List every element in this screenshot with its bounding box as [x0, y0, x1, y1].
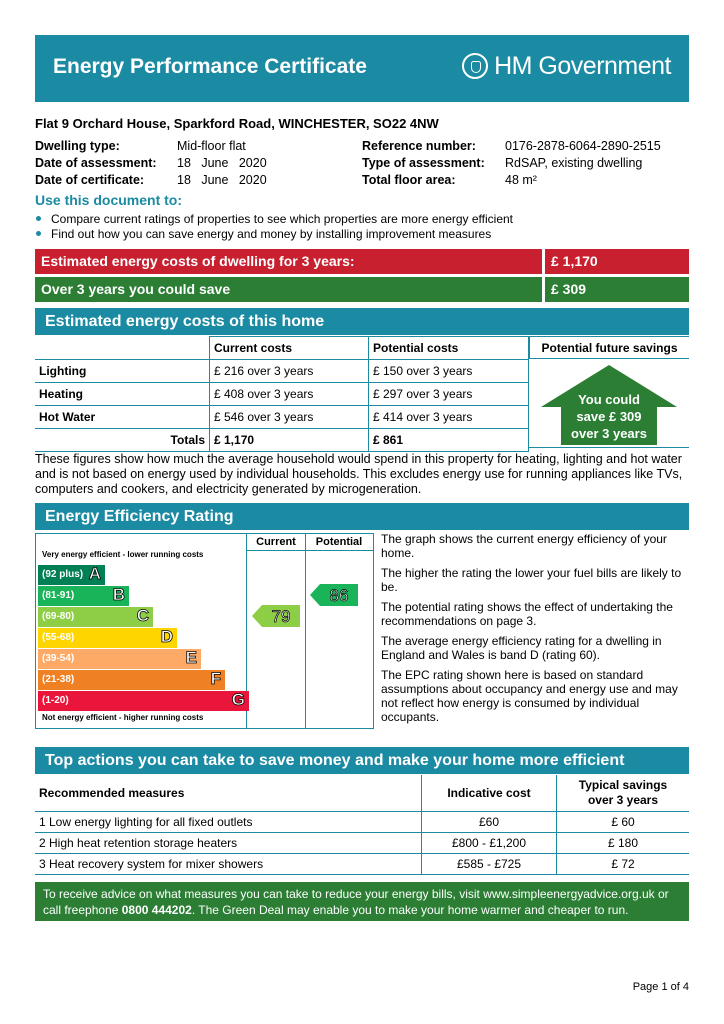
table-row: 2 High heat retention storage heaters £800 - £1,200 £ 180 — [35, 833, 689, 854]
rating-band-letter: B — [112, 585, 125, 604]
certificate-date-value: 18 June 2020 — [177, 172, 267, 187]
rating-band-b — [38, 586, 129, 606]
estimated-cost-bar: Estimated energy costs of dwelling for 3 years: — [35, 249, 542, 274]
table-row: 3 Heat recovery system for mixer showers £585 - £725 £ 72 — [35, 854, 689, 875]
costs-section-title: Estimated energy costs of this home — [35, 308, 689, 335]
rating-band-e — [38, 649, 201, 669]
current-column-header: Current — [246, 534, 306, 551]
use-document-list — [35, 212, 513, 242]
measures-header: Recommended measures — [35, 775, 422, 812]
rating-band-letter: G — [231, 690, 245, 709]
government-label: HM Government — [494, 52, 671, 80]
rating-band-letter: A — [88, 564, 101, 583]
rating-band-range: (1-20) — [42, 695, 69, 706]
savings-arrow-cell — [529, 359, 689, 448]
bottom-efficiency-label: Not energy efficient - higher running costs — [42, 713, 204, 722]
rating-band-letter: E — [185, 648, 197, 667]
rating-band-d — [38, 628, 177, 648]
list-item: Find out how you can save energy and money by installing improvement measures — [35, 227, 513, 242]
potential-saving-value: £ 309 — [545, 277, 689, 302]
bullet-icon — [36, 216, 41, 221]
savings-header: Typical savings over 3 years — [557, 775, 690, 812]
rating-band-range: (39-54) — [42, 653, 75, 664]
rating-band-letter: C — [136, 606, 149, 625]
advice-line-2: call freephone 0800 444202. The Green Deal may enable you to make your home warmer and cheaper to run. — [43, 903, 629, 917]
assessment-date-label: Date of assessment: — [35, 155, 157, 170]
table-row: 1 Low energy lighting for all fixed outlets £60 £ 60 — [35, 812, 689, 833]
use-document-title: Use this document to: — [35, 192, 183, 208]
actions-section-title: Top actions you can take to save money and make your home more efficient — [35, 747, 689, 774]
top-efficiency-label: Very energy efficient - lower running costs — [42, 550, 204, 559]
current-costs-header: Current costs — [210, 337, 369, 360]
list-item: Compare current ratings of properties to see which properties are more energy efficient — [35, 212, 513, 227]
potential-rating-marker-value: 86 — [329, 586, 349, 605]
future-savings-header: Potential future savings — [529, 336, 689, 359]
current-column — [246, 550, 306, 728]
rating-band-range: (92 plus) — [42, 569, 84, 580]
totals-row: Totals £ 1,170 £ 861 — [35, 429, 529, 452]
rating-section-title: Energy Efficiency Rating — [35, 503, 689, 530]
assessment-type-value: RdSAP, existing dwelling — [505, 155, 643, 170]
table-row: Hot Water £ 546 over 3 years £ 414 over 3 years — [35, 406, 529, 429]
table-row: Heating £ 408 over 3 years £ 297 over 3 years — [35, 383, 529, 406]
rating-band-c — [38, 607, 153, 627]
current-rating-marker — [252, 605, 300, 627]
table-row: Lighting £ 216 over 3 years £ 150 over 3 years — [35, 360, 529, 383]
rating-band-letter: D — [160, 627, 173, 646]
costs-table — [35, 336, 529, 452]
floor-area-label: Total floor area: — [362, 172, 456, 187]
page-number: Page 1 of 4 — [632, 981, 689, 993]
current-rating-marker-value: 79 — [271, 607, 291, 626]
dwelling-type-value: Mid-floor flat — [177, 138, 246, 153]
potential-costs-header: Potential costs — [369, 337, 529, 360]
assessment-type-label: Type of assessment: — [362, 155, 485, 170]
certificate-date-label: Date of certificate: — [35, 172, 145, 187]
royal-crest-icon — [462, 53, 488, 79]
details-right — [362, 137, 661, 188]
reference-label: Reference number: — [362, 138, 476, 153]
rating-band-a — [38, 565, 105, 585]
costs-note: These figures show how much the average household would spend in this property for heating, lighting and hot water and is not based on energy used by individual households. This excludes energy use for running appliances like TVs, computers and cookers, and electricity generated by microgeneration. — [35, 452, 683, 496]
potential-column-header: Potential — [305, 534, 373, 551]
actions-table — [35, 775, 689, 875]
potential-saving-bar: Over 3 years you could save — [35, 277, 542, 302]
rating-explanation: The graph shows the current energy efficiency of your home. The higher the rating the lower your fuel bills are likely to be. The potential rating shows the effect of undertaking the recommendations on page 3. The average energy efficiency rating for a dwelling in England and Wales is band D (rating 60). The EPC rating shown here is based on standard assumptions about occupancy and energy use and may not reflect how energy is consumed by individual occupants. — [381, 532, 682, 724]
advice-line-1: To receive advice on what measures you can take to reduce your energy bills, visit www.simpleenergyadvice.org.uk or — [43, 887, 669, 901]
rating-band-range: (81-91) — [42, 590, 75, 601]
rating-band-f — [38, 670, 225, 690]
rating-band-g — [38, 691, 249, 711]
estimated-cost-value: £ 1,170 — [545, 249, 689, 274]
bullet-icon — [36, 231, 41, 236]
cost-header: Indicative cost — [422, 775, 557, 812]
freephone-number: 0800 444202 — [121, 903, 192, 917]
potential-rating-marker — [310, 584, 358, 606]
advice-box — [35, 882, 689, 921]
rating-band-letter: F — [210, 669, 221, 688]
details-left — [35, 137, 267, 188]
hm-government-logo — [462, 52, 671, 81]
rating-band-range: (55-68) — [42, 632, 75, 643]
reference-value: 0176-2878-6064-2890-2515 — [505, 138, 661, 153]
rating-band-range: (69-80) — [42, 611, 75, 622]
floor-area-value: 48 m² — [505, 172, 537, 187]
savings-arrow-text: You could save £ 309 over 3 years — [571, 392, 647, 441]
header-banner — [35, 35, 689, 102]
assessment-date-value: 18 June 2020 — [177, 155, 267, 170]
rating-band-range: (21-38) — [42, 674, 75, 685]
page-title: Energy Performance Certificate — [53, 55, 367, 78]
dwelling-type-label: Dwelling type: — [35, 138, 120, 153]
property-address: Flat 9 Orchard House, Sparkford Road, WINCHESTER, SO22 4NW — [35, 116, 439, 131]
